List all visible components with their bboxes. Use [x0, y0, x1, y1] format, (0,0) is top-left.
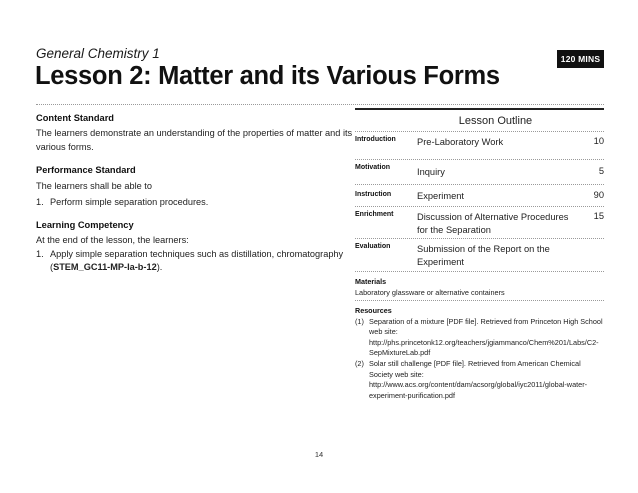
competency-code: STEM_GC11-MP-Ia-b-12	[53, 262, 157, 272]
competency-code-open: (	[50, 262, 54, 272]
outline-row-activity: Discussion of Alternative Procedures for the Separation	[417, 212, 569, 235]
performance-item-text: Perform simple separation procedures.	[50, 196, 209, 207]
materials-heading: Materials	[355, 277, 387, 286]
outline-row-minutes: 90	[593, 190, 604, 200]
outline-row-minutes: 10	[593, 136, 604, 146]
outline-row-label: Motivation	[355, 164, 390, 171]
outline-row-label: Evaluation	[355, 243, 391, 250]
lesson-outline	[355, 108, 604, 401]
outline-row-activity: Pre-Laboratory Work	[417, 137, 504, 147]
resource-item	[355, 317, 604, 359]
performance-item	[36, 196, 354, 210]
outline-row-evaluation	[355, 238, 604, 271]
competency-item-text	[50, 248, 354, 275]
outline-row-label: Instruction	[355, 191, 392, 198]
learning-competency-heading: Learning Competency	[36, 220, 134, 230]
resources-section	[355, 300, 604, 401]
competency-item	[36, 248, 354, 275]
content-standard-text: The learners demonstrate an understanding of the properties of matter and its various forms.	[36, 128, 353, 152]
materials-section	[355, 271, 604, 300]
competency-item-number: 1.	[36, 248, 44, 259]
resource-number: (1)	[355, 316, 364, 326]
resource-text: Solar still challenge [PDF file]. Retrieved from American Chemical Society web site: http://www.acs.org/content/dam/acsorg/global/iyc2011/global-water-experiment-purification.pdf	[369, 358, 588, 400]
learning-competency-intro: At the end of the lesson, the learners:	[36, 235, 189, 245]
content-standard-heading: Content Standard	[36, 113, 114, 123]
outline-row-introduction	[355, 131, 604, 159]
resources-heading: Resources	[355, 306, 392, 315]
materials-text: Laboratory glassware or alternative containers	[355, 287, 505, 297]
outline-row-activity: Inquiry	[417, 167, 445, 177]
resource-item	[355, 359, 604, 401]
standards-column	[36, 112, 354, 275]
lesson-outline-heading: Lesson Outline	[355, 108, 604, 131]
competency-item-body: Apply simple separation techniques such as distillation, chromatography	[50, 248, 344, 259]
outline-row-activity: Experiment	[417, 191, 465, 201]
outline-row-motivation	[355, 159, 604, 184]
outline-row-label: Enrichment	[355, 211, 394, 218]
resource-text: Separation of a mixture [PDF file]. Retrieved from Princeton High School web site: http://phs.princetonk12.org/teachers/jgiammanco/Chem%201/Labs/C2-SepMixtureLab.pdf	[369, 316, 603, 358]
outline-row-minutes: 5	[598, 166, 604, 176]
performance-item-number: 1.	[36, 196, 44, 207]
course-subject: General Chemistry 1	[36, 46, 160, 61]
outline-row-minutes: 15	[593, 211, 604, 221]
outline-row-minutes	[574, 239, 604, 271]
performance-standard-heading: Performance Standard	[36, 165, 136, 175]
duration-badge: 120 MINS	[557, 50, 604, 68]
outline-row-label: Introduction	[355, 136, 396, 143]
outline-row-enrichment	[355, 206, 604, 238]
page-number: 14	[314, 450, 324, 459]
title-divider	[36, 104, 604, 105]
outline-row-instruction	[355, 184, 604, 206]
outline-row-activity: Submission of the Report on the Experiment	[417, 244, 550, 267]
resource-number: (2)	[355, 358, 364, 368]
performance-standard-intro: The learners shall be able to	[36, 181, 152, 191]
competency-code-close: ).	[156, 262, 163, 272]
lesson-title: Lesson 2: Matter and its Various Forms	[35, 62, 500, 90]
